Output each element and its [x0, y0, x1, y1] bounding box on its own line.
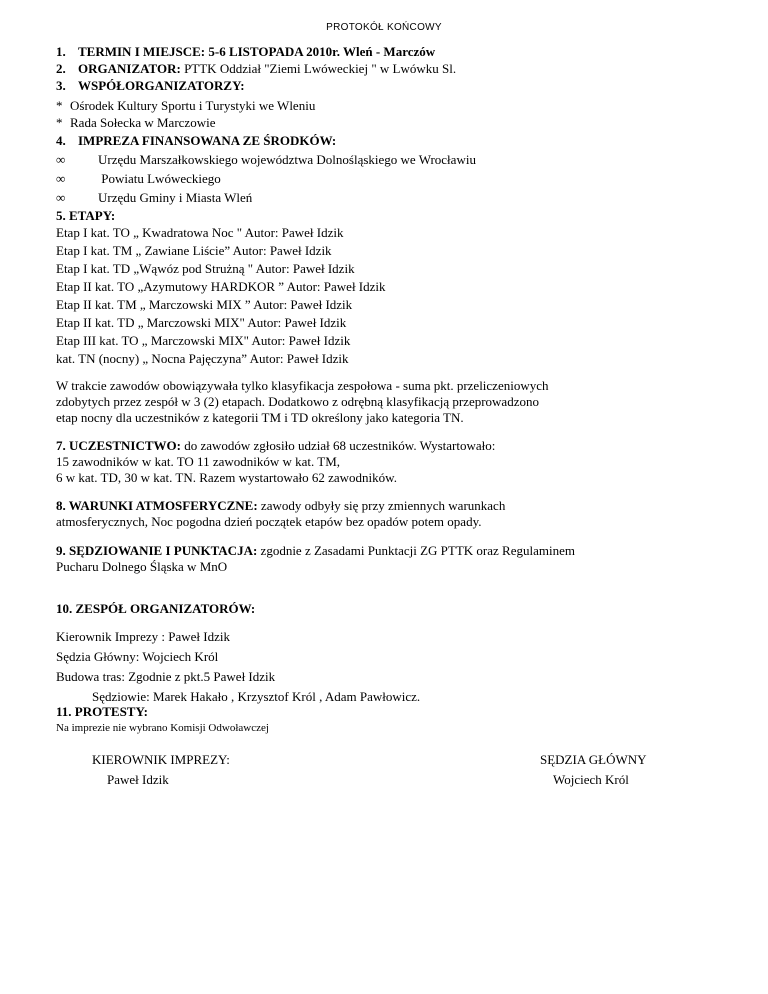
- bullet-star: *: [56, 98, 63, 113]
- classification-line: W trakcie zawodów obowiązywała tylko klasyfikacja zespołowa - suma pkt. przeliczeniowych: [56, 378, 549, 393]
- funder-item: [56, 151, 476, 168]
- coorganizer-item: [56, 97, 315, 114]
- bullet-infinity-icon: ∞: [56, 171, 66, 186]
- section-7-label: 7. UCZESTNICTWO:: [56, 438, 181, 453]
- section-8-label: 8. WARUNKI ATMOSFERYCZNE:: [56, 498, 258, 513]
- section-2: [56, 60, 456, 77]
- stage-line: Etap II kat. TO „Azymutowy HARDKOR ” Autor: Paweł Idzik: [56, 279, 386, 294]
- section-8: [56, 497, 505, 514]
- funder-text: Urzędu Gminy i Miasta Wleń: [98, 190, 253, 205]
- section-1: [56, 43, 435, 60]
- signature-left-name: Paweł Idzik: [107, 772, 169, 787]
- section-3: [56, 77, 245, 94]
- team-line: Sędziowie: Marek Hakało , Krzysztof Król , Adam Pawłowicz.: [92, 689, 421, 704]
- bullet-infinity-icon: ∞: [56, 152, 66, 167]
- stage-line: Etap III kat. TO „ Marczowski MIX" Autor: Paweł Idzik: [56, 333, 351, 348]
- section-4-number: 4.: [56, 133, 66, 148]
- funder-text: Urzędu Marszałkowskiego województwa Dolnośląskiego we Wrocławiu: [98, 152, 476, 167]
- stage-line: Etap I kat. TM „ Zawiane Liście” Autor: Paweł Idzik: [56, 243, 332, 258]
- coorganizer-text: Rada Sołecka w Marczowie: [70, 115, 216, 130]
- coorganizer-text: Ośrodek Kultury Sportu i Turystyki we Wleniu: [70, 98, 316, 113]
- stage-line: Etap II kat. TD „ Marczowski MIX" Autor: Paweł Idzik: [56, 315, 347, 330]
- section-7-line: 15 zawodników w kat. TO 11 zawodników w kat. TM,: [56, 454, 341, 469]
- section-4: [56, 132, 336, 149]
- section-9-label: 9. SĘDZIOWANIE I PUNKTACJA:: [56, 543, 258, 558]
- section-1-number: 1.: [56, 44, 66, 59]
- funder-item: [56, 189, 252, 206]
- section-10-label: 10. ZESPÓŁ ORGANIZATORÓW:: [56, 601, 256, 616]
- section-2-text: PTTK Oddział "Ziemi Lwóweckiej " w Lwówku Sl.: [180, 61, 457, 76]
- section-9-line: Pucharu Dolnego Śląska w MnO: [56, 559, 228, 574]
- section-11-text: Na imprezie nie wybrano Komisji Odwoławczej: [56, 722, 269, 734]
- stage-line: Etap II kat. TM „ Marczowski MIX ” Autor: Paweł Idzik: [56, 297, 353, 312]
- section-8-text: zawody odbyły się przy zmiennych warunkach: [257, 498, 506, 513]
- team-line: Budowa tras: Zgodnie z pkt.5 Paweł Idzik: [56, 669, 276, 684]
- section-7: [56, 437, 495, 454]
- coorganizer-item: [56, 114, 215, 131]
- section-8-line: atmosferycznych, Noc pogodna dzień początek etapów bez opadów potem opady.: [56, 514, 482, 529]
- section-4-label: IMPREZA FINANSOWANA ZE ŚRODKÓW:: [78, 133, 337, 148]
- section-9-text: zgodnie z Zasadami Punktacji ZG PTTK oraz Regulaminem: [257, 543, 575, 558]
- funder-item: [56, 170, 221, 187]
- section-3-number: 3.: [56, 78, 66, 93]
- funder-text: Powiatu Lwóweckiego: [98, 171, 221, 186]
- bullet-star: *: [56, 115, 63, 130]
- section-7-text: do zawodów zgłosiło udział 68 uczestników. Wystartowało:: [180, 438, 496, 453]
- section-11-label: 11. PROTESTY:: [56, 704, 148, 719]
- section-1-text: TERMIN I MIEJSCE: 5-6 LISTOPADA 2010r. Wleń - Marczów: [78, 44, 436, 59]
- bullet-infinity-icon: ∞: [56, 190, 66, 205]
- stage-line: kat. TN (nocny) „ Nocna Pajęczyna” Autor: Paweł Idzik: [56, 351, 349, 366]
- signature-right-title: SĘDZIA GŁÓWNY: [540, 752, 647, 767]
- classification-line: zdobytych przez zespół w 3 (2) etapach. Dodatkowo z odrębną klasyfikacją przeprowadzono: [56, 394, 539, 409]
- section-2-label: ORGANIZATOR:: [78, 61, 181, 76]
- stage-line: Etap I kat. TD „Wąwóz pod Strużną " Autor: Paweł Idzik: [56, 261, 355, 276]
- section-9: [56, 542, 575, 559]
- section-3-label: WSPÓŁORGANIZATORZY:: [78, 78, 245, 93]
- team-line: Kierownik Imprezy : Paweł Idzik: [56, 629, 231, 644]
- classification-line: etap nocny dla uczestników z kategorii TM i TD określony jako kategoria TN.: [56, 410, 464, 425]
- section-5-label: 5. ETAPY:: [56, 208, 116, 223]
- signature-right-name: Wojciech Król: [553, 772, 629, 787]
- section-7-line: 6 w kat. TD, 30 w kat. TN. Razem wystartowało 62 zawodników.: [56, 470, 397, 485]
- document-title: PROTOKÓŁ KOŃCOWY: [326, 22, 442, 33]
- team-line: Sędzia Główny: Wojciech Król: [56, 649, 219, 664]
- section-2-number: 2.: [56, 61, 66, 76]
- signature-left-title: KIEROWNIK IMPREZY:: [92, 752, 230, 767]
- stage-line: Etap I kat. TO „ Kwadratowa Noc " Autor: Paweł Idzik: [56, 225, 344, 240]
